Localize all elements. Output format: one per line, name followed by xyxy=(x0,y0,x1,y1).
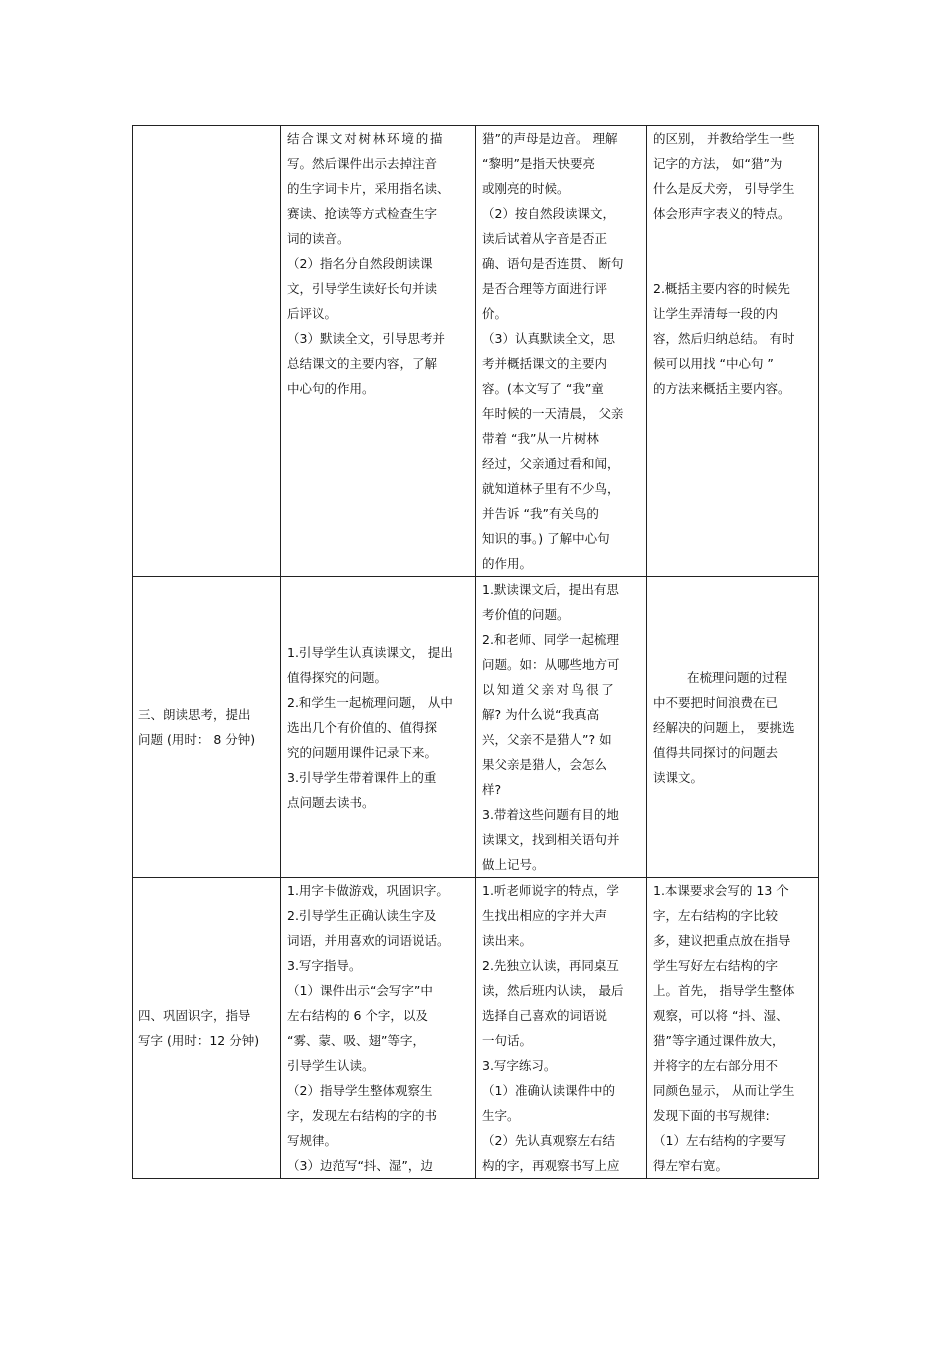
cell-line: 2.先独立认读，再同桌互 xyxy=(482,958,619,973)
table-row xyxy=(133,878,819,1179)
lesson-plan-table xyxy=(132,125,819,1179)
cell-line: 生找出相应的字并大声 xyxy=(482,908,608,923)
cell-line: 在梳理问题的过程 xyxy=(687,669,788,685)
cell-line: 是否合理等方面进行评 xyxy=(482,281,608,296)
cell-line: 问题。如：从哪些地方可 xyxy=(482,657,620,672)
stage-cell xyxy=(133,126,281,577)
cell-line: 2.和学生一起梳理问题， 从中 xyxy=(287,694,453,710)
cell-line: 知识的事。) 了解中心句 xyxy=(482,531,610,546)
cell-line: 容，然后归纳总结。 有时 xyxy=(653,331,795,346)
cell-line: 后评议。 xyxy=(287,306,338,321)
cell-line: 1.默读课文后，提出有思 xyxy=(482,582,619,597)
cell-line: 上。首先， 指导学生整体 xyxy=(653,983,795,998)
cell-line: 总结课文的主要内容，了解 xyxy=(287,356,438,371)
cell-line: （3）默读全文，引导思考并 xyxy=(287,331,445,346)
teacher-activity-cell xyxy=(281,577,476,878)
cell-line: 写规律。 xyxy=(287,1133,338,1148)
cell-line: 发现下面的书写规律: xyxy=(653,1108,770,1123)
cell-line: 字，左右结构的字比较 xyxy=(653,908,779,923)
cell-line: （1）课件出示“会写字”中 xyxy=(287,983,433,998)
cell-line: 中不要把时间浪费在已 xyxy=(653,694,779,710)
stage-cell xyxy=(133,878,281,1179)
cell-line: （1）左右结构的字要写 xyxy=(653,1133,786,1148)
cell-line: 值得探究的问题。 xyxy=(287,669,388,685)
cell-line: 究的问题用课件记录下来。 xyxy=(287,744,438,760)
cell-line: 1.用字卡做游戏，巩固识字。 xyxy=(287,883,449,898)
cell-line: 体会形声字表义的特点。 xyxy=(653,206,791,221)
cell-line: 考并概括课文的主要内 xyxy=(482,356,608,371)
cell-line: 做上记号。 xyxy=(482,857,545,872)
cell-line: 经过，父亲通过看和闻， xyxy=(482,456,620,471)
cell-line: 四、巩固识字，指导 xyxy=(138,1008,251,1023)
design-notes-cell xyxy=(647,878,819,1179)
stage-cell xyxy=(133,577,281,878)
cell-line: 读课文。 xyxy=(653,769,704,785)
cell-line: 就知道林子里有不少鸟， xyxy=(482,481,620,496)
cell-line: 3.引导学生带着课件上的重 xyxy=(287,769,437,785)
cell-line: 1.听老师说字的特点，学 xyxy=(482,883,619,898)
cell-line: 让学生弄清每一段的内 xyxy=(653,306,779,321)
table-row xyxy=(133,577,819,878)
cell-line: （2）先认真观察左右结 xyxy=(482,1133,615,1148)
cell-line: 3.写字练习。 xyxy=(482,1058,557,1073)
cell-line: 生字。 xyxy=(482,1108,520,1123)
cell-line: 构的字，再观察书写上应 xyxy=(482,1158,620,1173)
cell-line: 果父亲是猎人，会怎么 xyxy=(482,757,608,772)
cell-line: 写。然后课件出示去掉注音 xyxy=(287,156,438,171)
cell-line: 解? 为什么说“我真高 xyxy=(482,707,600,722)
cell-line: 读课文，找到相关语句并 xyxy=(482,832,620,847)
cell-line: 样? xyxy=(482,782,502,797)
cell-line: 2.和老师、同学一起梳理 xyxy=(482,632,619,647)
cell-line: 中心句的作用。 xyxy=(287,381,375,396)
design-notes-cell xyxy=(647,126,819,577)
cell-line: 带着 “我”从一片树林 xyxy=(482,431,599,446)
cell-line: 问题 (用时： 8 分钟) xyxy=(138,732,256,747)
cell-line: 观察，可以将 “抖、湿、 xyxy=(653,1008,789,1023)
design-notes-cell xyxy=(647,577,819,878)
cell-line: 候可以用找 “中心句 ” xyxy=(653,356,774,371)
cell-line: 3.带着这些问题有目的地 xyxy=(482,807,619,822)
cell-line: 以知道父亲对鸟很了 xyxy=(482,682,617,697)
cell-line: 词的读音。 xyxy=(287,231,350,246)
cell-line: 的生字词卡片，采用指名读、 xyxy=(287,181,450,196)
teacher-activity-cell xyxy=(281,878,476,1179)
cell-line: 并将字的左右部分用不 xyxy=(653,1058,779,1073)
cell-line: 读出来。 xyxy=(482,933,533,948)
cell-line: 多，建议把重点放在指导 xyxy=(653,933,791,948)
cell-line: 值得共同探讨的问题去 xyxy=(653,744,779,760)
cell-line: 结合课文对树林环境的描 xyxy=(287,131,445,146)
cell-line: 2.引导学生正确认读生字及 xyxy=(287,908,437,923)
cell-line: 文，引导学生读好长句并读 xyxy=(287,281,438,296)
cell-line: 猎”等字通过课件放大， xyxy=(653,1033,785,1048)
cell-line: 同颜色显示， 从而让学生 xyxy=(653,1083,795,1098)
cell-line: 容。(本文写了 “我”童 xyxy=(482,381,604,396)
cell-line: 3.写字指导。 xyxy=(287,958,362,973)
cell-line: 价。 xyxy=(482,306,508,321)
cell-line: 记字的方法， 如“猎”为 xyxy=(653,156,783,171)
cell-line: 三、朗读思考，提出 xyxy=(138,707,251,722)
cell-line: 选出几个有价值的、值得探 xyxy=(287,719,438,735)
cell-line: 考价值的问题。 xyxy=(482,607,570,622)
cell-line: “雾、蒙、吸、翅”等字， xyxy=(287,1033,425,1048)
cell-line: 兴，父亲不是猎人”? 如 xyxy=(482,732,612,747)
cell-line: （3）认真默读全文，思 xyxy=(482,331,615,346)
cell-line: 读，然后班内认读， 最后 xyxy=(482,983,624,998)
cell-line: （2）指名分自然段朗读课 xyxy=(287,256,433,271)
cell-line: （3）边范写“抖、湿”，边 xyxy=(287,1158,433,1173)
paragraph-gap xyxy=(653,251,812,276)
cell-line: （2）指导学生整体观察生 xyxy=(287,1083,433,1098)
cell-line: 确、语句是否连贯、 断句 xyxy=(482,256,624,271)
cell-line: 字，发现左右结构的字的书 xyxy=(287,1108,438,1123)
cell-line: 赛读、抢读等方式检查生字 xyxy=(287,206,438,221)
cell-line: 的作用。 xyxy=(482,556,533,571)
cell-line: 得左窄右宽。 xyxy=(653,1158,729,1173)
cell-line: 一句话。 xyxy=(482,1033,533,1048)
teacher-activity-cell xyxy=(281,126,476,577)
cell-line: 年时候的一天清晨， 父亲 xyxy=(482,406,624,421)
student-activity-cell xyxy=(476,878,647,1179)
table-row xyxy=(133,126,819,577)
student-activity-cell xyxy=(476,126,647,577)
cell-line: 的区别， 并教给学生一些 xyxy=(653,131,795,146)
cell-line: 2.概括主要内容的时候先 xyxy=(653,281,790,296)
cell-line: 选择自己喜欢的词语说 xyxy=(482,1008,608,1023)
cell-line: 读后试着从字音是否正 xyxy=(482,231,608,246)
cell-line: 的方法来概括主要内容。 xyxy=(653,381,791,396)
cell-line: 学生写好左右结构的字 xyxy=(653,958,779,973)
cell-line: 写字 (用时：12 分钟) xyxy=(138,1033,260,1048)
cell-line: （2）按自然段读课文， xyxy=(482,206,615,221)
cell-line: 词语，并用喜欢的词语说话。 xyxy=(287,933,450,948)
cell-line: （1）准确认读课件中的 xyxy=(482,1083,615,1098)
cell-line: 引导学生认读。 xyxy=(287,1058,375,1073)
cell-line: 并告诉 “我”有关鸟的 xyxy=(482,506,599,521)
cell-line: 点问题去读书。 xyxy=(287,794,375,810)
cell-line: 1.引导学生认真读课文， 提出 xyxy=(287,644,453,660)
student-activity-cell xyxy=(476,577,647,878)
cell-line: 经解决的问题上， 要挑选 xyxy=(653,719,795,735)
cell-line: 左右结构的 6 个字，以及 xyxy=(287,1008,428,1023)
cell-line: 或刚亮的时候。 xyxy=(482,181,570,196)
cell-line: “黎明”是指天快要亮 xyxy=(482,156,595,171)
paragraph-gap xyxy=(653,226,812,251)
cell-line: 1.本课要求会写的 13 个 xyxy=(653,883,789,898)
cell-line: 猎”的声母是边音。 理解 xyxy=(482,131,618,146)
cell-line: 什么是反犬旁， 引导学生 xyxy=(653,181,795,196)
